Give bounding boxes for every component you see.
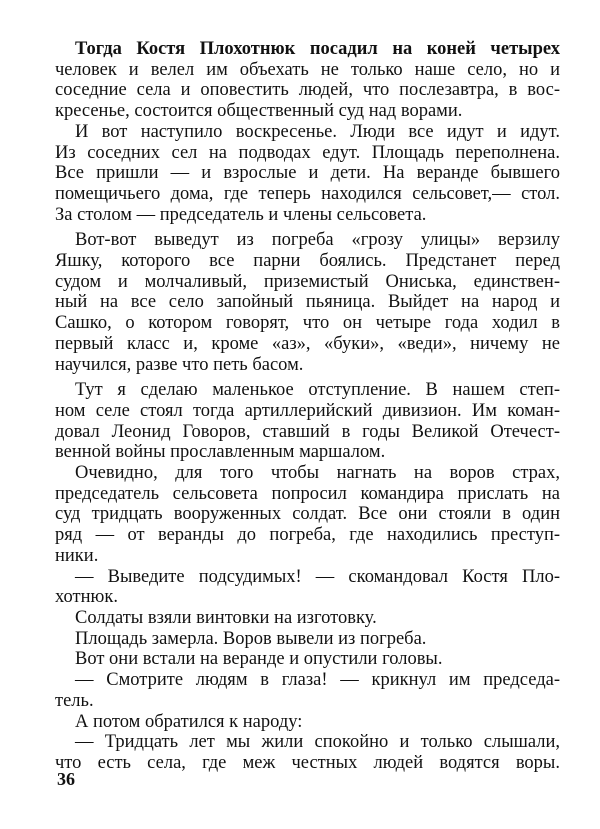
text-line: Солдаты взяли винтовки на изготовку. (75, 607, 377, 628)
page-text (55, 39, 560, 774)
text-line: Сашко, о котором говорят, что он четыре года ходил в (55, 313, 560, 334)
text-line: председатель сельсовета попросил командира прислать на (55, 483, 560, 504)
paragraph (55, 732, 560, 773)
text-line: Из соседних сел на подводах едут. Площадь переполнена. (55, 142, 560, 163)
text-line: — Тридцать лет мы жили спокойно и только слышали, (75, 732, 560, 753)
text-line: ном селе стоял тогда артиллерийский дивизион. Им коман- (55, 400, 560, 421)
text-line: хотнюк. (55, 587, 118, 608)
paragraph (55, 712, 560, 733)
paragraph (55, 380, 560, 463)
text-line: соседние села и оповестить людей, что послезавтра, в вос- (55, 80, 560, 101)
text-line: ряд — от веранды до погреба, где находились преступ- (55, 525, 560, 546)
text-line: — Смотрите людям в глаза! — крикнул им председа- (75, 670, 560, 691)
paragraph (55, 230, 560, 375)
text-line: За столом — председатель и члены сельсовета. (55, 204, 427, 225)
text-line: Вот-вот выведут из погреба «грозу улицы» верзилу (75, 230, 560, 251)
text-line: научился, разве что петь басом. (55, 354, 304, 375)
text-line: что есть села, где меж честных людей водятся воры. (55, 752, 560, 773)
text-line: Яшку, которого все парни боялись. Предстанет перед (55, 251, 560, 272)
text-line: помещичьего дома, где теперь находился сельсовет,— стол. (55, 183, 560, 204)
text-line: Вот они встали на веранде и опустили головы. (75, 649, 443, 670)
text-line: человек и велел им объехать не только наше село, но и (55, 59, 560, 80)
text-line: суд тридцать вооруженных солдат. Все они стояли в один (55, 504, 560, 525)
text-line: Тогда Костя Плохотнюк посадил на коней четырех (75, 39, 560, 59)
paragraph (55, 122, 560, 226)
text-line: ники. (55, 545, 99, 566)
text-line: кресенье, состоится общественный суд над ворами. (55, 101, 463, 122)
text-line: Тут я сделаю маленькое отступление. В нашем степ- (75, 380, 560, 401)
text-line: А потом обратился к народу: (75, 711, 303, 732)
text-line: довал Леонид Говоров, ставший в годы Великой Отечест- (55, 421, 560, 442)
text-line: судом и молчаливый, приземистый Ониська, единствен- (55, 271, 560, 292)
text-line: венной войны прославленным маршалом. (55, 442, 386, 463)
paragraph (55, 39, 560, 122)
paragraph (55, 608, 560, 629)
page-number: 36 (57, 769, 75, 789)
text-line: Площадь замерла. Воров вывели из погреба. (75, 628, 427, 649)
text-line: — Выведите подсудимых! — скомандовал Костя Пло- (75, 566, 560, 587)
paragraph (55, 670, 560, 711)
text-line: Очевидно, для того чтобы нагнать на воров страх, (75, 463, 560, 484)
text-line: Все пришли — и взрослые и дети. На веранде бывшего (55, 163, 560, 184)
text-line: тель. (55, 690, 94, 711)
paragraph (55, 629, 560, 650)
text-line: И вот наступило воскресенье. Люди все идут и идут. (75, 121, 560, 142)
text-line: ный на все село запойный пьяница. Выйдет на народ и (55, 292, 560, 313)
paragraph (55, 567, 560, 608)
text-line: первый класс и, кроме «аз», «буки», «веди», ничему не (55, 333, 560, 354)
paragraph (55, 463, 560, 567)
paragraph (55, 649, 560, 670)
